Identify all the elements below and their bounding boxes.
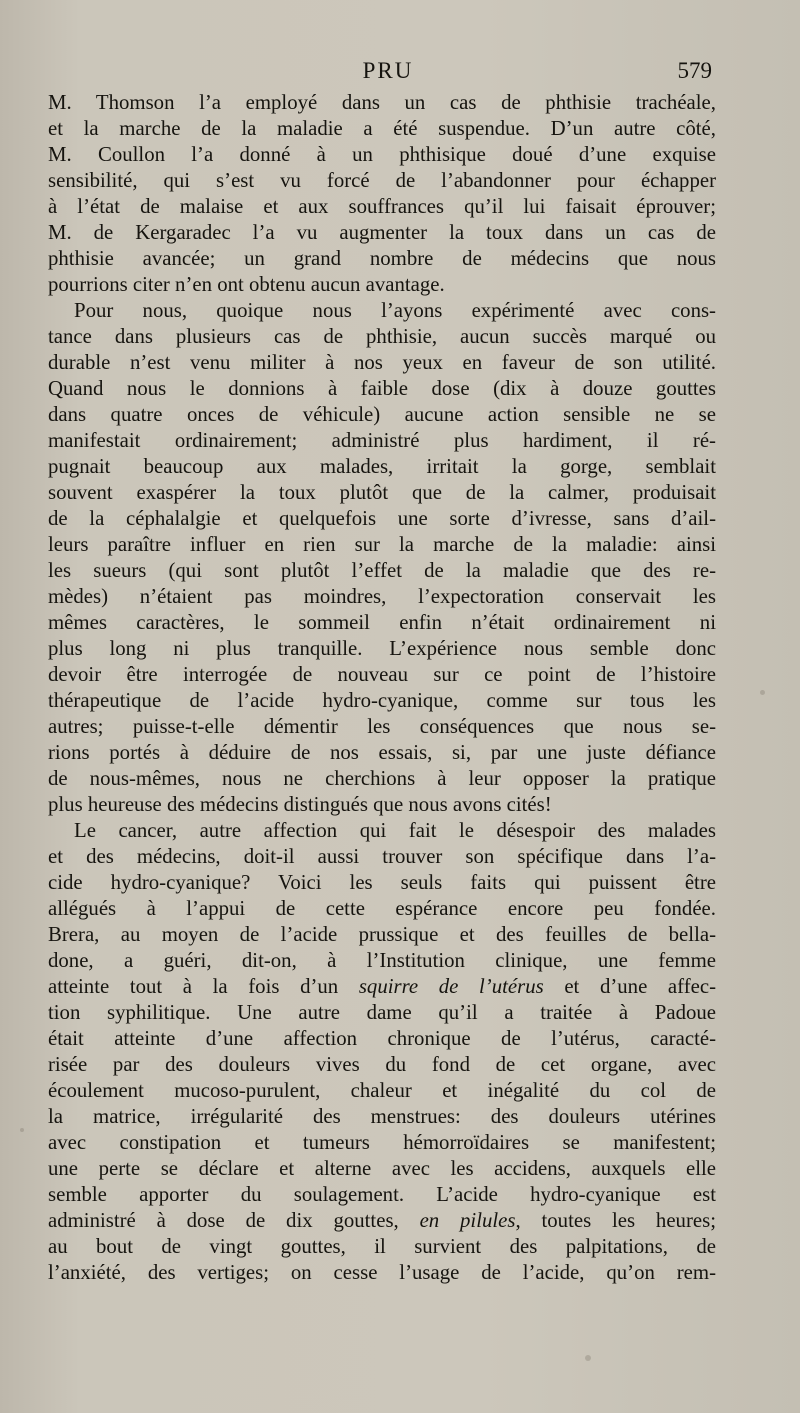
text-line: allégués à l’appui de cette espérance encore peu fondée. <box>48 897 716 920</box>
text-line: devoir être interrogée de nouveau sur ce point de l’histoire <box>48 663 716 686</box>
page-header <box>48 58 716 90</box>
text-line: au bout de vingt gouttes, il survient des palpitations, de <box>48 1235 716 1258</box>
text-line: écoulement mucoso-purulent, chaleur et inégalité du col de <box>48 1079 716 1102</box>
paper-blemish <box>585 1355 591 1361</box>
text-line: phthisie avancée; un grand nombre de médecins que nous <box>48 247 716 270</box>
text-line: M. Coullon l’a donné à un phthisique doué d’une exquise <box>48 143 716 166</box>
text-line: autres; puisse-t-elle démentir les conséquences que nous se- <box>48 715 716 738</box>
text-line: pourrions citer n’en ont obtenu aucun avantage. <box>48 273 445 296</box>
paper-blemish <box>20 1128 24 1132</box>
text-line: avec constipation et tumeurs hémorroïdaires se manifestent; <box>48 1131 716 1154</box>
text-line: de nous-mêmes, nous ne cherchions à leur opposer la pratique <box>48 767 716 790</box>
text-line <box>48 974 716 1000</box>
text-line: Brera, au moyen de l’acide prussique et des feuilles de bella- <box>48 923 716 946</box>
text-line: M. Thomson l’a employé dans un cas de phthisie trachéale, <box>48 91 716 114</box>
text-line: et des médecins, doit-il aussi trouver son spécifique dans l’a- <box>48 845 716 868</box>
text-line: plus heureuse des médecins distingués que nous avons cités! <box>48 793 552 816</box>
text-line: pugnait beaucoup aux malades, irritait la gorge, semblait <box>48 455 716 478</box>
text-segment: administré à dose de dix gouttes, <box>48 1209 399 1232</box>
text-line: et la marche de la maladie a été suspendue. D’un autre côté, <box>48 117 716 140</box>
paper-blemish <box>760 690 765 695</box>
text-line: tion syphilitique. Une autre dame qu’il a traitée à Padoue <box>48 1001 716 1024</box>
text-segment: , toutes les heures; <box>515 1209 716 1232</box>
italic-term: en pilules <box>419 1209 516 1232</box>
text-line: sensibilité, qui s’est vu forcé de l’abandonner pour échapper <box>48 169 716 192</box>
text-line <box>48 1208 716 1234</box>
text-line: M. de Kergaradec l’a vu augmenter la toux dans un cas de <box>48 221 716 244</box>
italic-term: squirre de l’utérus <box>358 975 544 998</box>
text-segment: et d’une affec- <box>564 975 717 998</box>
text-line: Quand nous le donnions à faible dose (dix à douze gouttes <box>48 377 716 400</box>
body-text <box>48 90 716 1286</box>
text-line: thérapeutique de l’acide hydro-cyanique, comme sur tous les <box>48 689 716 712</box>
text-line: la matrice, irrégularité des menstrues: des douleurs utérines <box>48 1105 716 1128</box>
text-line: tance dans plusieurs cas de phthisie, aucun succès marqué ou <box>48 325 716 348</box>
paragraph-start-line: Le cancer, autre affection qui fait le désespoir des malades <box>74 819 716 842</box>
text-line: durable n’est venu militer à nos yeux en faveur de son utilité. <box>48 351 716 374</box>
text-line: les sueurs (qui sont plutôt l’effet de la maladie que des re- <box>48 559 716 582</box>
text-line: rions portés à déduire de nos essais, si, par une juste défiance <box>48 741 716 764</box>
text-line: plus long ni plus tranquille. L’expérience nous semble donc <box>48 637 716 660</box>
text-line: done, a guéri, dit-on, à l’Institution clinique, une femme <box>48 949 716 972</box>
text-line: était atteinte d’une affection chronique de l’utérus, caracté- <box>48 1027 716 1050</box>
text-line: à l’état de malaise et aux souffrances qu’il lui faisait éprouver; <box>48 195 716 218</box>
running-head: PRU <box>362 58 414 83</box>
text-line: une perte se déclare et alterne avec les accidens, auxquels elle <box>48 1157 716 1180</box>
text-line: semble apporter du soulagement. L’acide hydro-cyanique est <box>48 1183 716 1206</box>
text-line: souvent exaspérer la toux plutôt que de la calmer, produisait <box>48 481 716 504</box>
text-line: risée par des douleurs vives du fond de cet organe, avec <box>48 1053 716 1076</box>
paragraph-start-line: Pour nous, quoique nous l’ayons expérimenté avec cons- <box>74 299 716 322</box>
text-line: mèdes) n’étaient pas moindres, l’expectoration conservait les <box>48 585 716 608</box>
text-line: mêmes caractères, le sommeil enfin n’était ordinairement ni <box>48 611 716 634</box>
text-segment: atteinte tout à la fois d’un <box>48 975 339 998</box>
page-number: 579 <box>677 58 712 83</box>
text-line: de la céphalalgie et quelquefois une sorte d’ivresse, sans d’ail- <box>48 507 716 530</box>
text-line: leurs paraître influer en rien sur la marche de la maladie: ainsi <box>48 533 716 556</box>
text-line: cide hydro-cyanique? Voici les seuls faits qui puissent être <box>48 871 716 894</box>
text-line: dans quatre onces de véhicule) aucune action sensible ne se <box>48 403 716 426</box>
text-line: manifestait ordinairement; administré plus hardiment, il ré- <box>48 429 716 452</box>
text-line: l’anxiété, des vertiges; on cesse l’usage de l’acide, qu’on rem- <box>48 1261 716 1284</box>
